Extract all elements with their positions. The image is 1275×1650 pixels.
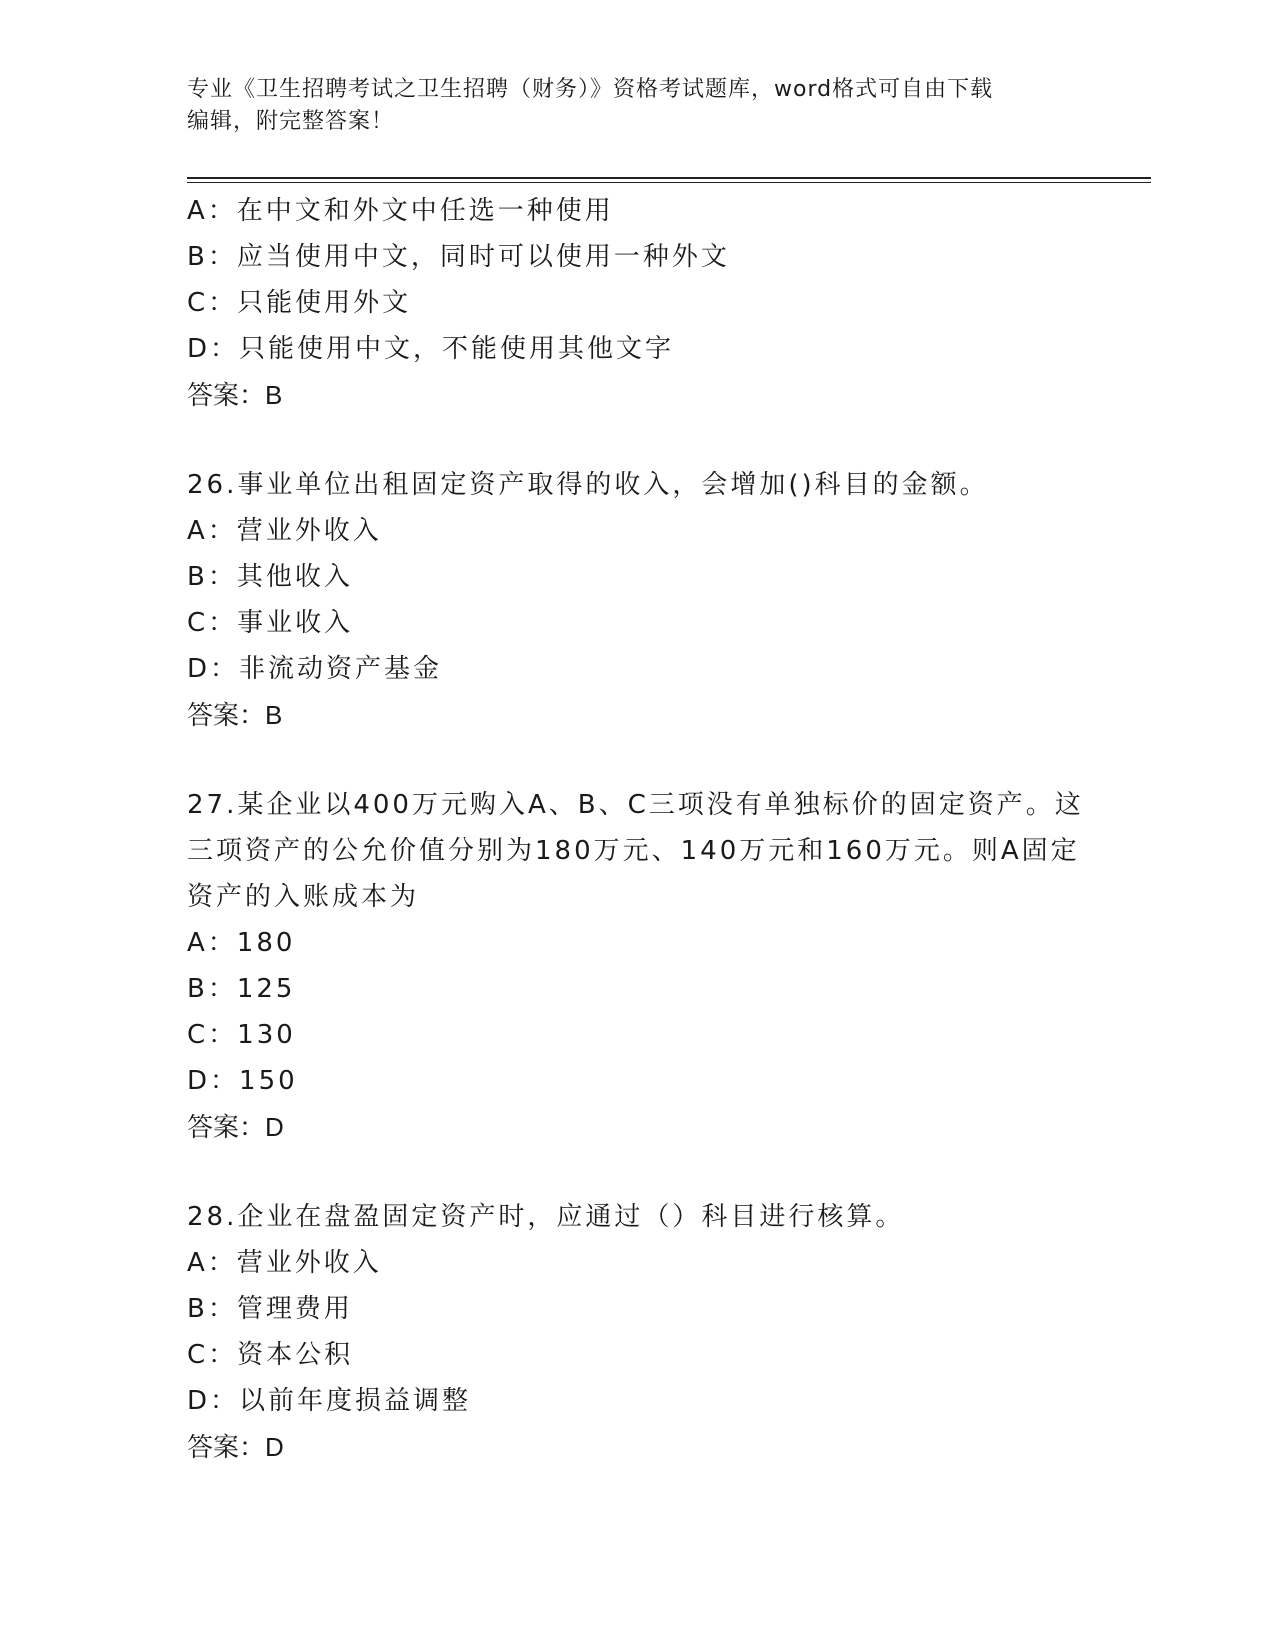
question-stem-line-2: 三项资产的公允价值分别为180万元、140万元和160万元。则A固定 — [187, 836, 1080, 866]
question-28 — [187, 1194, 1107, 1470]
question-stem: 28.企业在盘盈固定资产时，应通过（）科目进行核算。 — [187, 1202, 905, 1232]
question-stem-line-3: 资产的入账成本为 — [187, 882, 420, 912]
option-c: C：130 — [187, 1020, 296, 1050]
option-d: D：150 — [187, 1066, 298, 1096]
option-a: A：营业外收入 — [187, 1248, 382, 1278]
option-a: A：营业外收入 — [187, 516, 382, 546]
answer: 答案：D — [187, 1112, 284, 1142]
header-line-2: 编辑，附完整答案！ — [187, 109, 395, 134]
header-line-1: 专业《卫生招聘考试之卫生招聘（财务）》资格考试题库，word格式可自由下载 — [187, 77, 994, 102]
header-divider-thick — [187, 177, 1151, 179]
question-list — [187, 188, 1107, 1470]
option-d: D：以前年度损益调整 — [187, 1386, 472, 1416]
question-26 — [187, 462, 1107, 738]
answer: 答案：D — [187, 1432, 284, 1462]
option-c: C：事业收入 — [187, 608, 354, 638]
option-a: A：180 — [187, 928, 296, 958]
option-a: A：在中文和外文中任选一种使用 — [187, 196, 614, 226]
option-d: D：非流动资产基金 — [187, 654, 443, 684]
option-b: B：125 — [187, 974, 296, 1004]
option-d: D：只能使用中文，不能使用其他文字 — [187, 334, 675, 364]
answer: 答案：B — [187, 700, 283, 730]
option-b: B：其他收入 — [187, 562, 353, 592]
question-stem-line-1: 27.某企业以400万元购入A、B、C三项没有单独标价的固定资产。这 — [187, 790, 1084, 820]
option-b: B：管理费用 — [187, 1294, 353, 1324]
answer: 答案：B — [187, 380, 283, 410]
option-c: C：资本公积 — [187, 1340, 354, 1370]
question-25 — [187, 188, 1107, 418]
header-divider-thin — [187, 182, 1151, 183]
question-27 — [187, 782, 1107, 1150]
document-header — [187, 74, 1087, 138]
option-c: C：只能使用外文 — [187, 288, 412, 318]
question-stem: 26.事业单位出租固定资产取得的收入，会增加()科目的金额。 — [187, 470, 989, 500]
option-b: B：应当使用中文，同时可以使用一种外文 — [187, 242, 730, 272]
